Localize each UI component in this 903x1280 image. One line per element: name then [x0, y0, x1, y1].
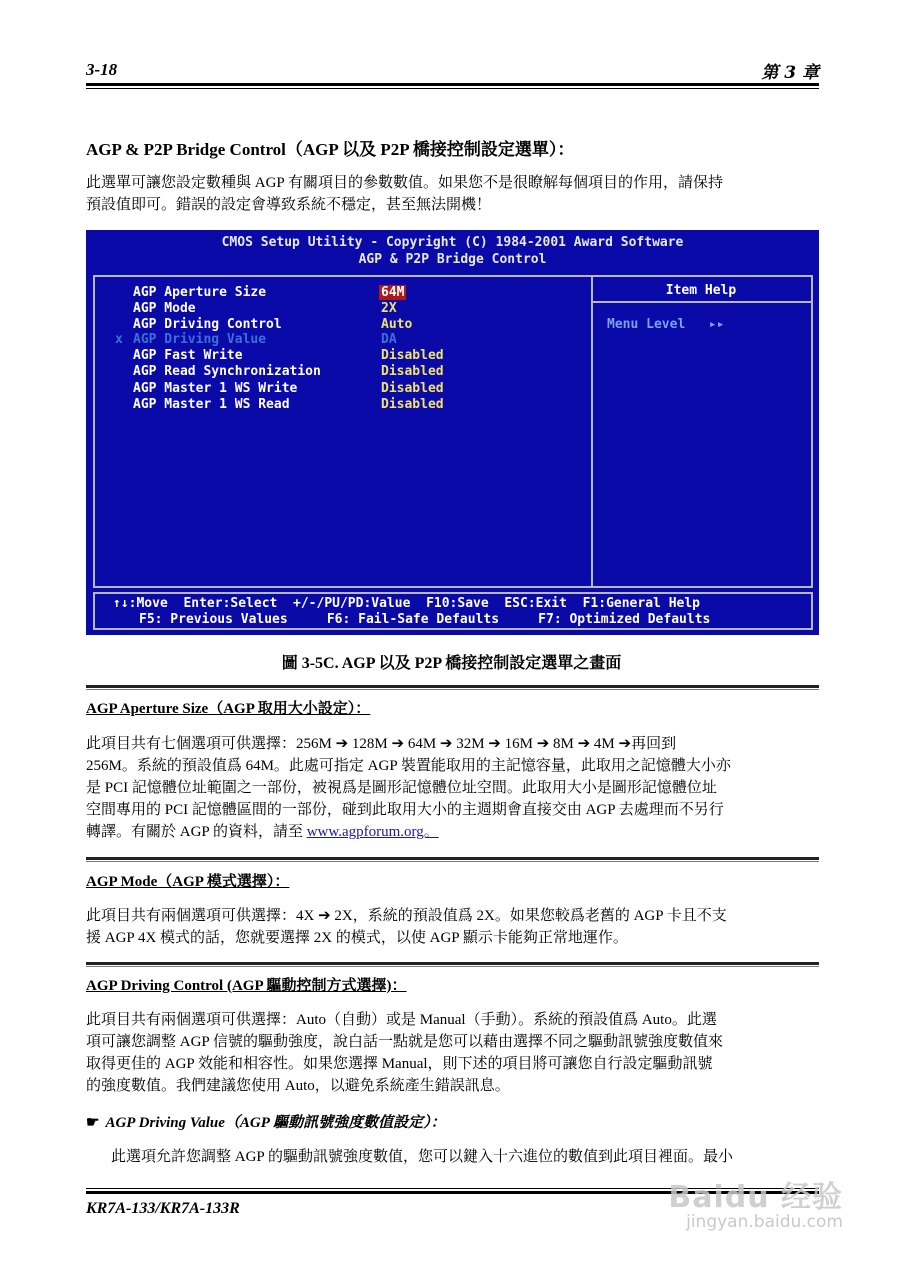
aperture-line [86, 821, 819, 843]
aperture-paragraph [86, 733, 819, 843]
bios-item-label-disabled: AGP Driving Value [133, 332, 267, 347]
bios-item-label[interactable]: AGP Mode [133, 301, 196, 316]
aperture-line: 空間專用的 PCI 記憶體區間的一部份，碰到此取用大小的主週期會直接交由 AGP 去處理而不另行 [86, 802, 724, 818]
key-legend-line2: F5: Previous Values F6: Fail-Safe Defaults F7: Optimized Defaults [139, 612, 711, 627]
mode-line: 援 AGP 4X 模式的話，您就要選擇 2X 的模式，以使 AGP 顯示卡能夠正常地運作。 [86, 930, 628, 946]
baidu-watermark-url: jingyan.baidu.com [686, 1212, 843, 1232]
bios-title-line2: AGP & P2P Bridge Control [358, 252, 547, 267]
driving-line: 項可讓您調整 AGP 信號的驅動強度，說白話一點就是您可以藉由選擇不同之驅動訊號強度數值來 [86, 1034, 723, 1050]
aperture-line: 是 PCI 記憶體位址範圍之一部份，被視爲是圖形記憶體位址空間。此取用大小是圖形記憶體位址 [86, 780, 717, 796]
mode-paragraph [86, 905, 819, 949]
driving-line: 此項目共有兩個選項可供選擇：Auto（自動）或是 Manual（手動）。系統的預設值爲 Auto。此選 [86, 1012, 717, 1028]
page-number: 3-18 [86, 60, 118, 79]
intro-paragraph [86, 172, 819, 216]
bios-title-line1: CMOS Setup Utility - Copyright (C) 1984-2001 Award Software [221, 235, 684, 250]
mode-title: AGP Mode（AGP 模式選擇）： [86, 874, 290, 890]
driving-value-title: AGP Driving Value（AGP 驅動訊號強度數值設定）： [105, 1115, 446, 1131]
section-rule [86, 685, 819, 690]
item-help-text: Menu Level ▸▸ [607, 317, 725, 332]
bios-panel-divider [591, 277, 593, 586]
bios-item-label[interactable]: AGP Aperture Size [133, 285, 267, 300]
header-rule [86, 83, 819, 89]
driving-value-heading [86, 1111, 446, 1132]
bios-item-value[interactable]: Disabled [381, 364, 444, 379]
key-legend-line1: ↑↓:Move Enter:Select +/-/PU/PD:Value F10:Save ESC:Exit F1:General Help [113, 596, 700, 611]
driving-line: 的強度數值。我們建議您使用 Auto，以避免系統產生錯誤訊息。 [86, 1078, 510, 1094]
model-footer: KR7A-133/KR7A-133R [86, 1200, 240, 1217]
item-help-title: Item Help [665, 283, 737, 298]
agpforum-link[interactable]: www.agpforum.org。 [306, 824, 439, 840]
bios-item-value[interactable]: Auto [381, 317, 413, 332]
pointing-hand-icon: ☛ [86, 1115, 100, 1131]
bios-screenshot [86, 230, 819, 635]
bios-item-label[interactable]: AGP Master 1 WS Write [133, 381, 298, 396]
driving-control-paragraph [86, 1009, 819, 1097]
driving-value-paragraph: 此選項允許您調整 AGP 的驅動訊號強度數值，您可以鍵入十六進位的數值到此項目裡面。最小 [111, 1149, 733, 1165]
bios-item-value[interactable]: Disabled [381, 397, 444, 412]
section-title: AGP & P2P Bridge Control（AGP 以及 P2P 橋接控制設定選單）： [86, 140, 575, 159]
chapter-label: 第 3 章 [761, 63, 819, 83]
section-rule [86, 962, 819, 967]
bios-item-label[interactable]: AGP Read Synchronization [133, 364, 321, 379]
bios-item-value-disabled: DA [381, 332, 397, 347]
bios-item-value[interactable]: Disabled [381, 381, 444, 396]
figure-caption: 圖 3-5C. AGP 以及 P2P 橋接控制設定選單之畫面 [281, 655, 622, 672]
aperture-line: 256M。系統的預設值爲 64M。此處可指定 AGP 裝置能取用的主記憶容量，此取用之記憶體大小亦 [86, 758, 731, 774]
bios-key-legend [93, 592, 813, 630]
bios-item-value[interactable]: Disabled [381, 348, 444, 363]
bios-item-label[interactable]: AGP Driving Control [133, 317, 282, 332]
bios-item-label[interactable]: AGP Master 1 WS Read [133, 397, 290, 412]
intro-line: 此選單可讓您設定數種與 AGP 有關項目的參數數值。如果您不是很瞭解每個項目的作用，請保持 [86, 175, 723, 191]
driving-line: 取得更佳的 AGP 效能和相容性。如果您選擇 Manual，則下述的項目將可讓您自行設定驅動訊號 [86, 1056, 713, 1072]
help-title-rule [591, 301, 811, 303]
aperture-line-text: 轉譯。有關於 AGP 的資料，請至 [86, 824, 307, 840]
section-rule [86, 857, 819, 862]
baidu-watermark-logo: Baidu 经验 [668, 1180, 843, 1215]
aperture-title: AGP Aperture Size（AGP 取用大小設定）： [86, 701, 371, 717]
aperture-line: 此項目共有七個選項可供選擇：256M ➔ 128M ➔ 64M ➔ 32M ➔ 16M ➔ 8M ➔ 4M ➔再回到 [86, 736, 677, 752]
driving-control-title: AGP Driving Control (AGP 驅動控制方式選擇)： [86, 978, 407, 994]
mode-line: 此項目共有兩個選項可供選擇：4X ➔ 2X，系統的預設值爲 2X。如果您較爲老舊的 AGP 卡且不支 [86, 908, 727, 924]
bios-settings-panel [93, 275, 813, 588]
bios-item-value[interactable]: 64M [381, 285, 405, 300]
disabled-item-marker: x [115, 332, 123, 347]
bios-item-label[interactable]: AGP Fast Write [133, 348, 243, 363]
intro-line: 預設值即可。錯誤的設定會導致系統不穩定，甚至無法開機！ [86, 197, 492, 213]
bios-item-value[interactable]: 2X [381, 301, 397, 316]
